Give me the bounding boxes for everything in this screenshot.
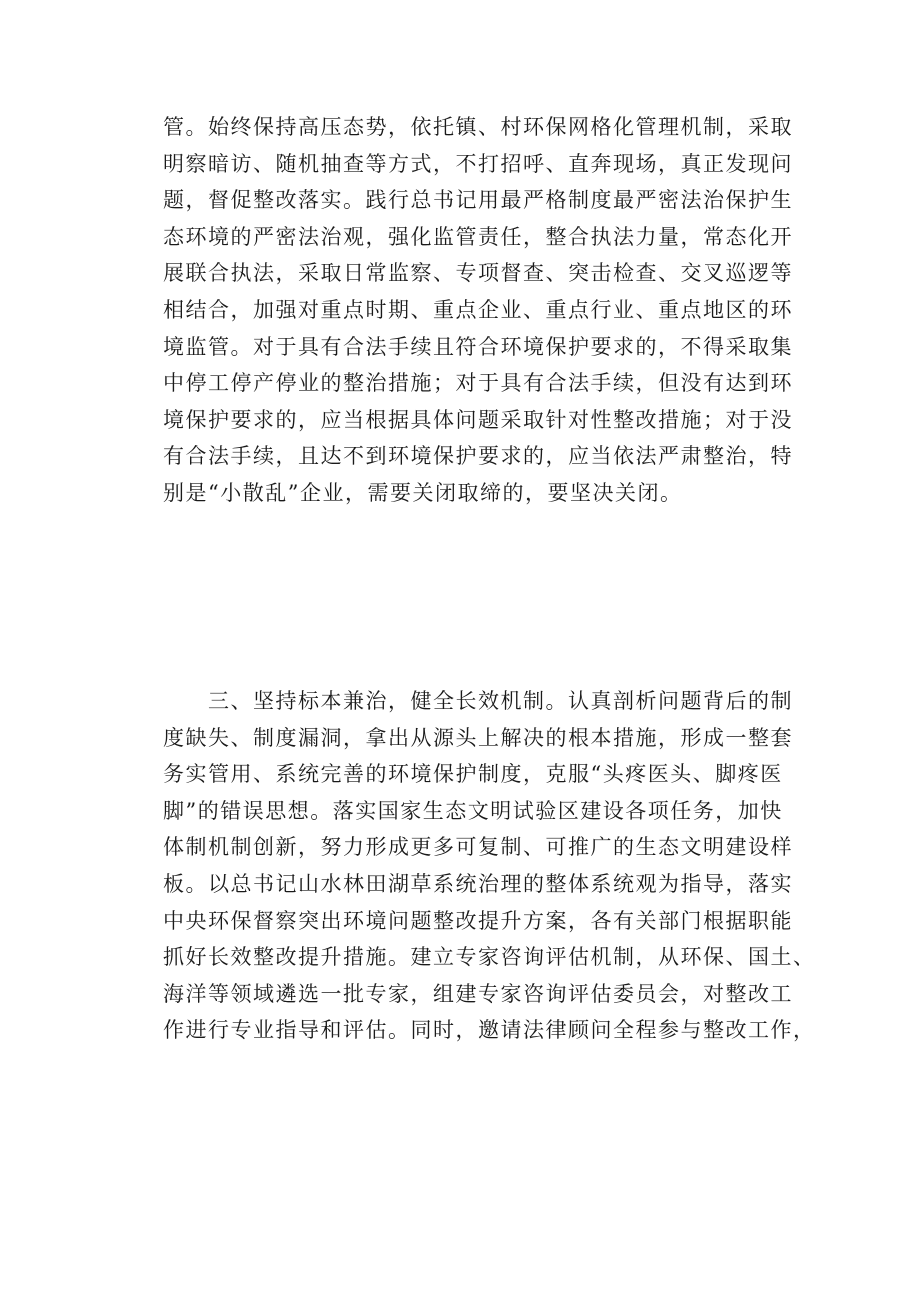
text-line: 题，督促整改落实。践行总书记用最严格制度最严密法治保护生 — [163, 188, 793, 213]
text-line: 板。以总书记山水林田湖草系统治理的整体系统观为指导，落实 — [163, 871, 793, 896]
text-line: 境保护要求的，应当根据具体问题采取针对性整改措施；对于没 — [163, 407, 793, 432]
text-line: 中央环保督察突出环境问题整改提升方案，各有关部门根据职能 — [163, 908, 793, 933]
text-line: 务实管用、系统完善的环境保护制度，克服“头疼医头、脚疼医 — [163, 762, 783, 787]
text-line: 脚”的错误思想。落实国家生态文明试验区建设各项任务，加快 — [163, 798, 783, 823]
text-line: 海洋等领域遴选一批专家，组建专家咨询评估委员会，对整改工 — [163, 981, 793, 1006]
paragraph-environmental-supervision — [163, 109, 793, 512]
section-heading-line: 三、坚持标本兼治，健全长效机制。认真剖析问题背后的制 — [163, 689, 793, 713]
text-line-last: 别是“小散乱”企业，需要关闭取缔的，要坚决关闭。 — [163, 480, 683, 505]
text-line: 境监管。对于具有合法手续且符合环境保护要求的，不得采取集 — [163, 334, 793, 359]
text-line: 相结合，加强对重点时期、重点企业、重点行业、重点地区的环 — [163, 297, 793, 322]
text-line: 度缺失、制度漏洞，拿出从源头上解决的根本措施，形成一整套 — [163, 725, 793, 750]
text-line: 管。始终保持高压态势，依托镇、村环保网格化管理机制，采取 — [163, 115, 793, 139]
text-line: 有合法手续，且达不到环境保护要求的，应当依法严肃整治，特 — [163, 444, 793, 469]
text-line: 体制机制创新，努力形成更多可复制、可推广的生态文明建设样 — [163, 835, 793, 860]
text-line: 展联合执法，采取日常监察、专项督查、突击检查、交叉巡逻等 — [163, 261, 793, 286]
text-line: 明察暗访、随机抽查等方式，不打招呼、直奔现场，真正发现问 — [163, 151, 793, 176]
text-line: 中停工停产停业的整治措施；对于具有合法手续，但没有达到环 — [163, 371, 793, 396]
text-line: 态环境的严密法治观，强化监管责任，整合执法力量，常态化开 — [163, 224, 793, 249]
text-line: 作进行专业指导和评估。同时，邀请法律顾问全程参与整改工作， — [163, 1018, 816, 1043]
paragraph-section-three — [163, 683, 816, 1049]
text-line: 抓好长效整改提升措施。建立专家咨询评估机制，从环保、国土、 — [163, 945, 816, 970]
